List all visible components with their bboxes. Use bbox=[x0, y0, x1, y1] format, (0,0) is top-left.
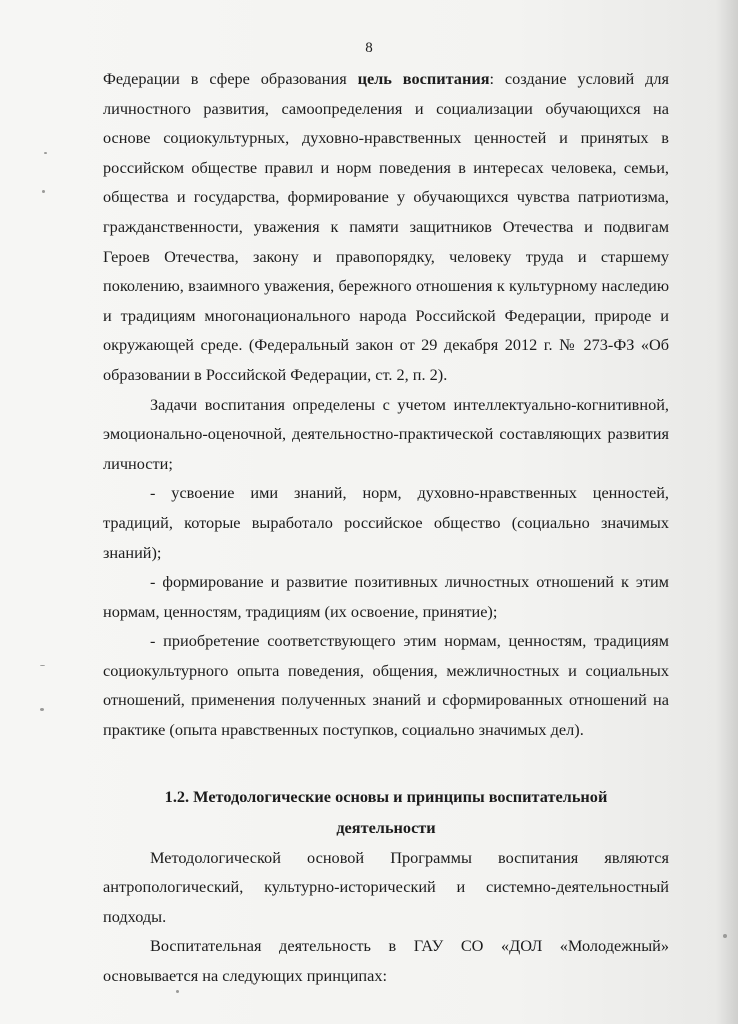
paragraph-goal-start: Федерации в сфере образования bbox=[103, 69, 358, 88]
paragraph-principles: Воспитательная деятельность в ГАУ СО «ДОЛ «Молодежный» основывается на следующих принципах: bbox=[103, 936, 669, 986]
goal-term: цель воспитания bbox=[357, 69, 490, 88]
scan-speck bbox=[40, 708, 44, 711]
page-number: 8 bbox=[365, 40, 373, 56]
list-item-relations: - формирование и развитие позитивных личностных отношений к этим нормам, ценностям, традициям (их освоение, принятие); bbox=[103, 572, 669, 621]
paragraph-tasks: Задачи воспитания определены с учетом интеллектуально-когнитивной, эмоционально-оценочной, деятельностно-практической составляющих развития личности; bbox=[103, 394, 669, 473]
scan-speck bbox=[40, 665, 45, 666]
scan-speck bbox=[723, 934, 727, 938]
list-item-experience: - приобретение соответствующего этим нормам, ценностям, традициям социокультурного опыта поведения, общения, межличностных и социальных отношений, применения полученных знаний и сформированных отношений на практике (опыта нравственных поступков, социально значимых дел). bbox=[103, 631, 669, 740]
paragraph-goal bbox=[103, 64, 669, 390]
scan-speck bbox=[44, 152, 47, 154]
list-item-knowledge: - усвоение ими знаний, норм, духовно-нравственных ценностей, традиций, которые выработало российское общество (социально значимых знаний); bbox=[103, 483, 669, 562]
page-body bbox=[103, 64, 669, 991]
scan-speck bbox=[42, 190, 45, 193]
section-heading-line2: деятельности bbox=[336, 817, 436, 837]
paragraph-goal-rest: : создание условий для личностного развития, самоопределения и социализации обучающихся на основе социокультурных, духовно-нравственных ценностей и принятых в российском обществе правил и норм поведения в интересах человека, семьи, общества и государства, формирование у обучающихся чувства патриотизма, гражданственности, уважения к памяти защитников Отечества и подвигам Героев Отечества, закону и правопорядку, человеку труда и старшему поколению, взаимного уважения, бережного отношения к культурному наследию и традициям многонационального народа Российской Федерации, природе и окружающей среде. (Федеральный закон от 29 декабря 2012 г. № 273-ФЗ «Об образовании в Российской Федерации, ст. 2, п. 2). bbox=[103, 69, 669, 384]
section-heading-line1: 1.2. Методологические основы и принципы воспитательной bbox=[164, 786, 608, 806]
paragraph-methodology: Методологической основой Программы воспитания являются антропологический, культурно-исторический и системно-деятельностный подходы. bbox=[103, 847, 669, 926]
section-heading bbox=[103, 781, 669, 843]
scan-speck bbox=[176, 990, 179, 993]
